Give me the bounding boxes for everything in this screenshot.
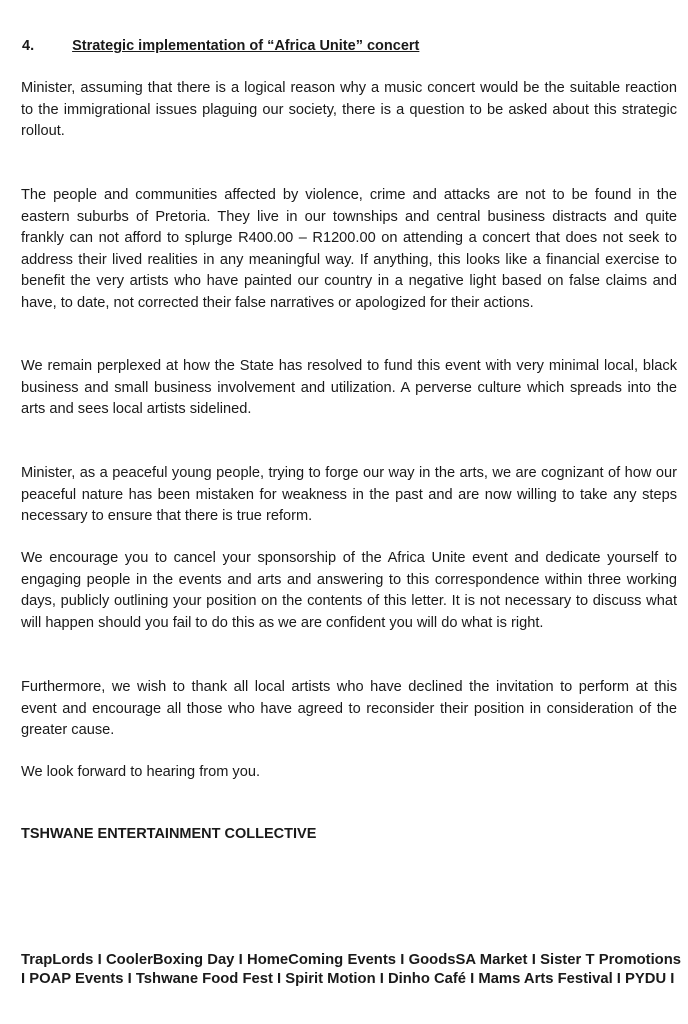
paragraph-closing: We look forward to hearing from you. [21, 764, 261, 780]
footer-organizations-list: TrapLords I CoolerBoxing Day I HomeComing Events I GoodsSA Market I Sister T Promotions I POAP Events I Tshwane Food Fest I Spirit Motion I Dinho Café I Mams Arts Festival I PYDU I [21, 952, 681, 987]
paragraph-thank-artists: Furthermore, we wish to thank all local artists who have declined the invitation to perform at this event and encourage all those who have agreed to reconsider their position in consideration of the greater cause. [21, 679, 677, 739]
paragraph-cancel-sponsorship: We encourage you to cancel your sponsorship of the Africa Unite event and dedicate yourself to engaging people in the events and arts and answering to this correspondence within three working days, publicly outlining your position on the contents of this letter. It is not necessary to discuss what will happen should you fail to do this as we are confident you will do what is right. [21, 550, 677, 631]
signoff-organization: TSHWANE ENTERTAINMENT COLLECTIVE [21, 826, 317, 842]
paragraph-peaceful-people: Minister, as a peaceful young people, trying to forge our way in the arts, we are cognizant of how our peaceful nature has been mistaken for weakness in the past and are now willing to take any steps necessary to ensure that there is true reform. [21, 465, 677, 525]
section-title: Strategic implementation of “Africa Unite” concert [72, 38, 420, 54]
section-number: 4. [22, 38, 35, 54]
section-heading [22, 38, 419, 54]
paragraph-strategic-rollout: Minister, assuming that there is a logical reason why a music concert would be the suitable reaction to the immigrational issues plaguing our society, there is a question to be asked about this strategic rollout. [21, 80, 677, 140]
paragraph-state-funding: We remain perplexed at how the State has resolved to fund this event with very minimal local, black business and small business involvement and utilization. A perverse culture which spreads into the arts and sees local artists sidelined. [21, 358, 677, 418]
paragraph-affected-communities: The people and communities affected by violence, crime and attacks are not to be found in the eastern suburbs of Pretoria. They live in our townships and central business distracts and quite frankly can not afford to splurge R400.00 – R1200.00 on attending a concert that does not seek to address their lived realities in any meaningful way. If anything, this looks like a financial exercise to benefit the very artists who have painted our country in a negative light based on false claims and have, to date, not corrected their false narratives or apologized for their actions. [21, 187, 677, 311]
